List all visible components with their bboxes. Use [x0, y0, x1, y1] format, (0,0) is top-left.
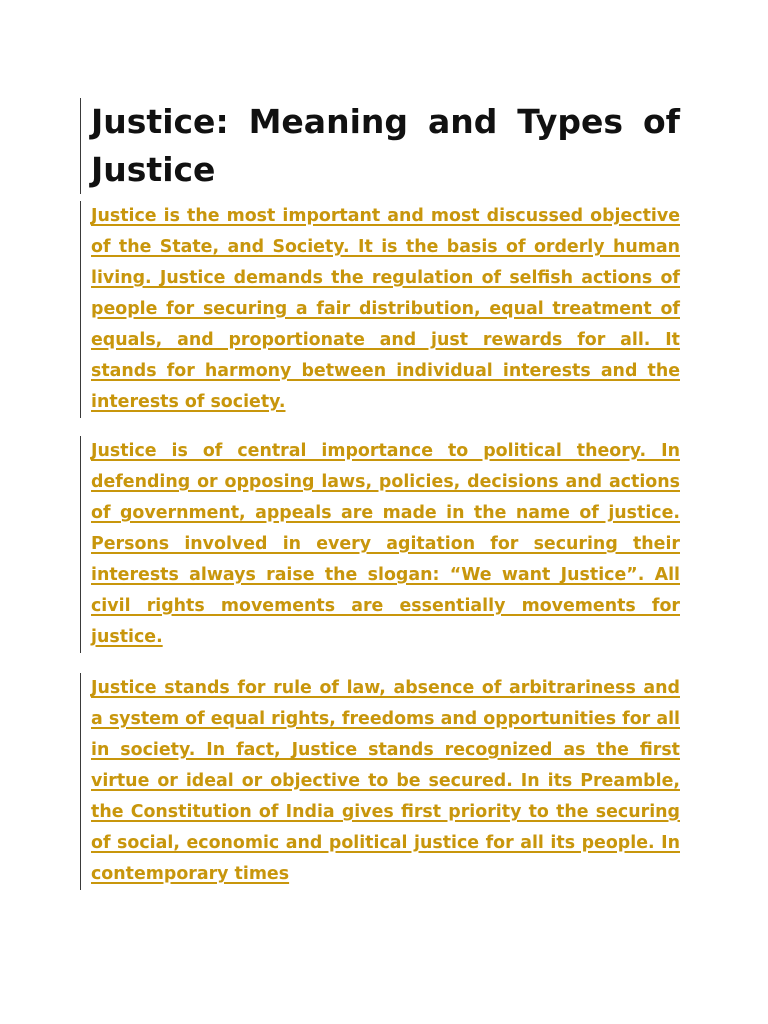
paragraph-3-text: Justice stands for rule of law, absence of arbitrariness and a system of equal rights, freedoms and opportunities for all in society. In fact, Justice stands recognized as the first virtue or ideal or objective to be secured. In its Preamble, the Constitution of India gives first priority to the securing of social, economic and political justice for all its people. In contemporary times: [91, 678, 680, 884]
paragraph-2: [80, 436, 680, 653]
paragraph-2-text: Justice is of central importance to political theory. In defending or opposing laws, policies, decisions and actions of government, appeals are made in the name of justice. Persons involved in every agitation for securing their interests always raise the slogan: “We want Justice”. All civil rights movements are essentially movements for justice.: [91, 441, 680, 647]
paragraph-1-text: Justice is the most important and most discussed objective of the State, and Society. It is the basis of orderly human living. Justice demands the regulation of selfish actions of people for securing a fair distribution, equal treatment of equals, and proportionate and just rewards for all. It stands for harmony between individual interests and the interests of society.: [91, 206, 680, 412]
paragraph-1: [80, 201, 680, 418]
title-block: [80, 98, 680, 194]
page-title: Justice: Meaning and Types of Justice: [91, 102, 680, 189]
paragraph-3: [80, 673, 680, 890]
